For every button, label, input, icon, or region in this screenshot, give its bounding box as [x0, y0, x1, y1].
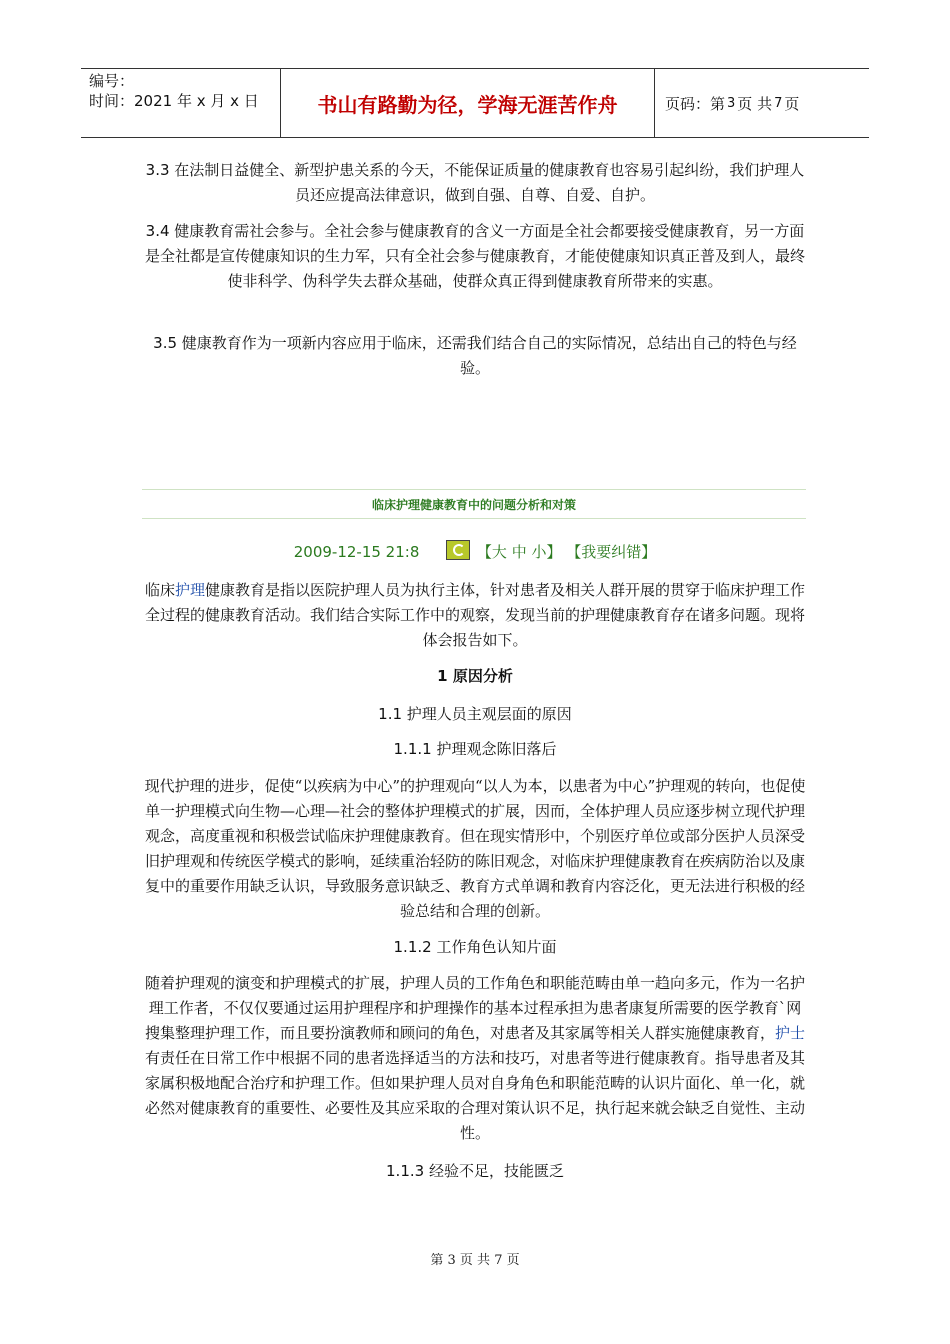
heading-1-1-3: 1.1.3 经验不足，技能匮乏 — [386, 1162, 564, 1180]
header-meta — [81, 69, 281, 137]
nurse-link[interactable]: 护士 — [775, 1024, 806, 1042]
title-divider-top — [142, 489, 806, 490]
time-label: 时间：2021 年 x 月 x 日 — [89, 92, 259, 110]
font-size-links[interactable]: 【大 中 小】 — [476, 543, 562, 561]
article-title: 临床护理健康教育中的问题分析和对策 — [371, 498, 576, 512]
page-header — [81, 68, 869, 138]
page-footer: 第 3 页 共 7 页 — [430, 1253, 520, 1268]
paragraph-3-4: 3.4 健康教育需社会参与。全社会参与健康教育的含义一方面是全社会都要接受健康教育，另一方面是全社都是宣传健康知识的生力军，只有全社会参与健康教育，才能使健康知识真正普及到人，最终使非科学、伪科学失去群众基础，使群众真正得到健康教育所带来的实惠。 — [144, 222, 805, 290]
header-page-number: 页码：第 3 页 共 7 页 — [665, 94, 800, 113]
article-meta — [142, 540, 808, 562]
title-divider-bottom — [142, 518, 806, 519]
heading-1-1-2: 1.1.2 工作角色认知片面 — [393, 938, 557, 956]
header-motto: 书山有路勤为径，学海无涯苦作舟 — [281, 69, 655, 137]
intro-paragraph: 临床护理健康教育是指以医院护理人员为执行主体，针对患者及相关人群开展的贯穿于临床护理工作全过程的健康教育活动。我们结合实际工作中的观察，发现当前的护理健康教育存在诸多问题。现将体会报告如下。 — [144, 581, 806, 649]
paragraph-1-1-2: 随着护理观的演变和护理模式的扩展，护理人员的工作角色和职能范畴由单一趋向多元，作为一名护理工作者，不仅仅要通过运用护理程序和护理操作的基本过程承担为患者康复所需要的医学教育`网搜集整理护理工作，而且要扮演教师和顾问的角色，对患者及其家属等相关人群实施健康教育，护士有责任在日常工作中根据不同的患者选择适当的方法和技巧，对患者等进行健康教育。指导患者及其家属积极地配合治疗和护理工作。但如果护理人员对自身角色和职能范畴的认识片面化、单一化，就必然对健康教育的重要性、必要性及其应采取的合理对策认识不足，执行起来就会缺乏自觉性、主动性。 — [144, 974, 806, 1142]
print-icon[interactable] — [446, 540, 470, 560]
heading-1: 1 原因分析 — [437, 667, 513, 685]
paragraph-3-3: 3.3 在法制日益健全、新型护患关系的今天，不能保证质量的健康教育也容易引起纠纷，我们护理人员还应提高法律意识，做到自强、自尊、自爱、自护。 — [145, 161, 805, 204]
article-date: 2009-12-15 21:8 — [293, 543, 420, 561]
nursing-link[interactable]: 护理 — [174, 581, 205, 599]
report-error-link[interactable]: 【我要纠错】 — [566, 543, 657, 561]
paragraph-1-1-1: 现代护理的进步，促使“以疾病为中心”的护理观向“以人为本，以患者为中心”护理观的转向，也促使单一护理模式向生物—心理—社会的整体护理模式的扩展，因而，全体护理人员应逐步树立现代护理观念，高度重视和积极尝试临床护理健康教育。但在现实情形中，个别医疗单位或部分医护人员深受旧护理观和传统医学模式的影响，延续重治轻防的陈旧观念，对临床护理健康教育在疾病防治以及康复中的重要作用缺乏认识，导致服务意识缺乏、教育方式单调和教育内容泛化，更无法进行积极的经验总结和合理的创新。 — [144, 777, 806, 920]
paragraph-3-5: 3.5 健康教育作为一项新内容应用于临床，还需我们结合自己的实际情况，总结出自己的特色与经验。 — [153, 334, 797, 377]
number-label: 编号： — [89, 72, 135, 90]
heading-1-1: 1.1 护理人员主观层面的原因 — [378, 705, 572, 723]
heading-1-1-1: 1.1.1 护理观念陈旧落后 — [393, 740, 557, 758]
